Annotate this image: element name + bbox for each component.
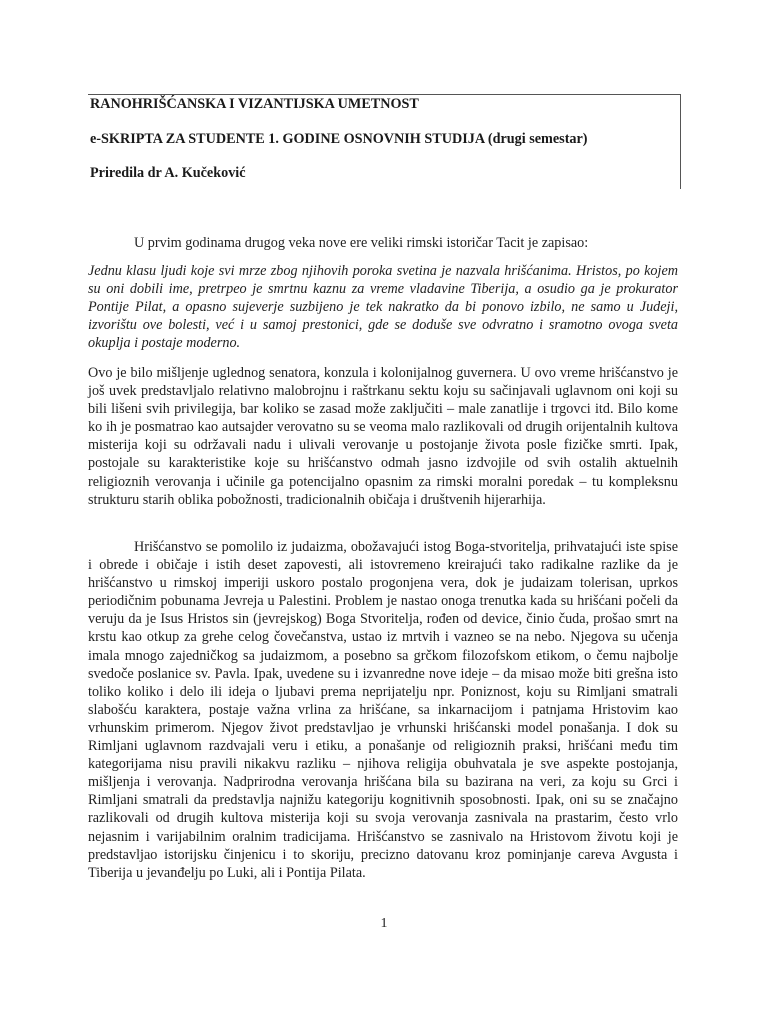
document-subtitle: e-SKRIPTA ZA STUDENTE 1. GODINE OSNOVNIH STUDIJA (drugi semestar) [90,131,588,147]
tacitus-quote: Jednu klasu ljudi koje svi mrze zbog njihovih poroka svetina je nazvala hrišćanima. Hristos, po kojem su oni dobili ime, pretrpeo je smrtnu kaznu za vreme vladavine Tiberija, a osudio ga je prokurator Pontije Pilat, a opasno sujeverje suzbijeno je tek nakratko da bi ponovo izbilo, ne samo u Judeji, izvorištu ove bolesti, već i u samoj prestonici, gde se doduše sve odvratno i sramotno ovoga sveta okuplja i postaje moderno. [88,263,678,352]
paragraph-1-text: Ovo je bilo mišljenje uglednog senatora, konzula i kolonijalnog guvernera. U ovo vreme hrišćanstvo je još uvek predstavljalo relativno malobrojnu i raštrkanu sektu koju su sačinjavali uglavnom oni koji su bili lišeni svih privilegija, bar koliko se zasad može zaključiti – male zanatlije i trgovci itd. Bilo kome ko ih je posmatrao kao autsajder verovatno su se veoma malo razlikovali od drugih orijentalnih kultova misterija koji su održavali nadu i ulivali verovanje u postojanje života posle fizičke smrti. Ipak, postojale su karakteristike koje su hrišćanstvo odmah jasno izdvojile od svih ostalih aktuelnih religioznih verovanja i učinile ga potencijalno opasnim za rimski moralni poredak – tu kompleksnu strukturu starih oblika pobožnosti, tradicionalnih običaja i društvenih hijerarhija. [88,365,678,508]
paragraph-2-text: Hrišćanstvo se pomolilo iz judaizma, obožavajući istog Boga-stvoritelja, prihvatajući iste spise i obrede i običaje i istih deset zapovesti, ali istovremeno kreirajući tako radikalne razlike da je hrišćanstvo u rimskoj imperiji uskoro postalo progonjena vera, dok je judaizam tolerisan, uprkos periodičnim pobunama Jevreja u Palestini. Problem je nastao onoga trenutka kada su hrišćani počeli da veruju da je Isus Hristos sin (jevrejskog) Boga Stvoritelja, rođen od device, činio čuda, prošao smrt na krstu kao otkup za grehe celog čovečanstva, ustao iz mrtvih i vazneo se na nebo. Njegova su učenja imala mnogo zajedničkog sa judaizmom, a posebno sa grčkom filozofskom etikom, o čemu najbolje svedoče poslanice sv. Pavla. Ipak, uvedene su i izvanredne nove ideje – da misao može biti grešna isto toliko koliko i delo ili ideja o ljubavi prema neprijatelju npr. Poniznost, koju su Rimljani smatrali slabošću karaktera, postaje važna vrlina za hrišćane, sa inkarnacijom i patnjama Hristovim kao vrhunskim primerom. Njegov život predstavljao je vrhunski hrišćanski model ponašanja. I dok su Rimljani uglavnom razdvajali veru i etiku, a ponašanje od religioznih praksi, hrišćani među tim kategorijama nisu pravili nikakvu razliku – njihova religija obuhvatala je sve aspekte postojanja, mišljenja i verovanja. Nadprirodna verovanja hrišćana bila su bazirana na veri, za koju su Grci i Rimljani smatrali da predstavlja najnižu kategoriju kognitivnih sposobnosti. Ipak, oni su se značajno razlikovali od drugih kultova misterija koji su svoja verovanja zasnivala na prastarim, često vrlo nejasnim i varijabilnim oralnim tradicijama. Hrišćanstvo se zasnivalo na Hristovom životu koji je predstavljao istorijsku činjenicu i to skoriju, precizno datovanu kroz pominjanje careva Avgusta i Tiberija u jevanđelju po Luki, ali i Pontija Pilata. [88,539,678,881]
intro-text: U prvim godinama drugog veka nove ere veliki rimski istoričar Tacit je zapisao: [134,235,589,251]
document-author: Priredila dr A. Kučeković [90,165,246,181]
document-title: RANOHRIŠĆANSKA I VIZANTIJSKA UMETNOST [90,96,419,112]
quote-block [88,262,678,352]
body-paragraph-2 [88,538,678,882]
page-number: 1 [380,916,388,931]
body-paragraph-1 [88,364,678,509]
intro-paragraph [88,234,678,252]
